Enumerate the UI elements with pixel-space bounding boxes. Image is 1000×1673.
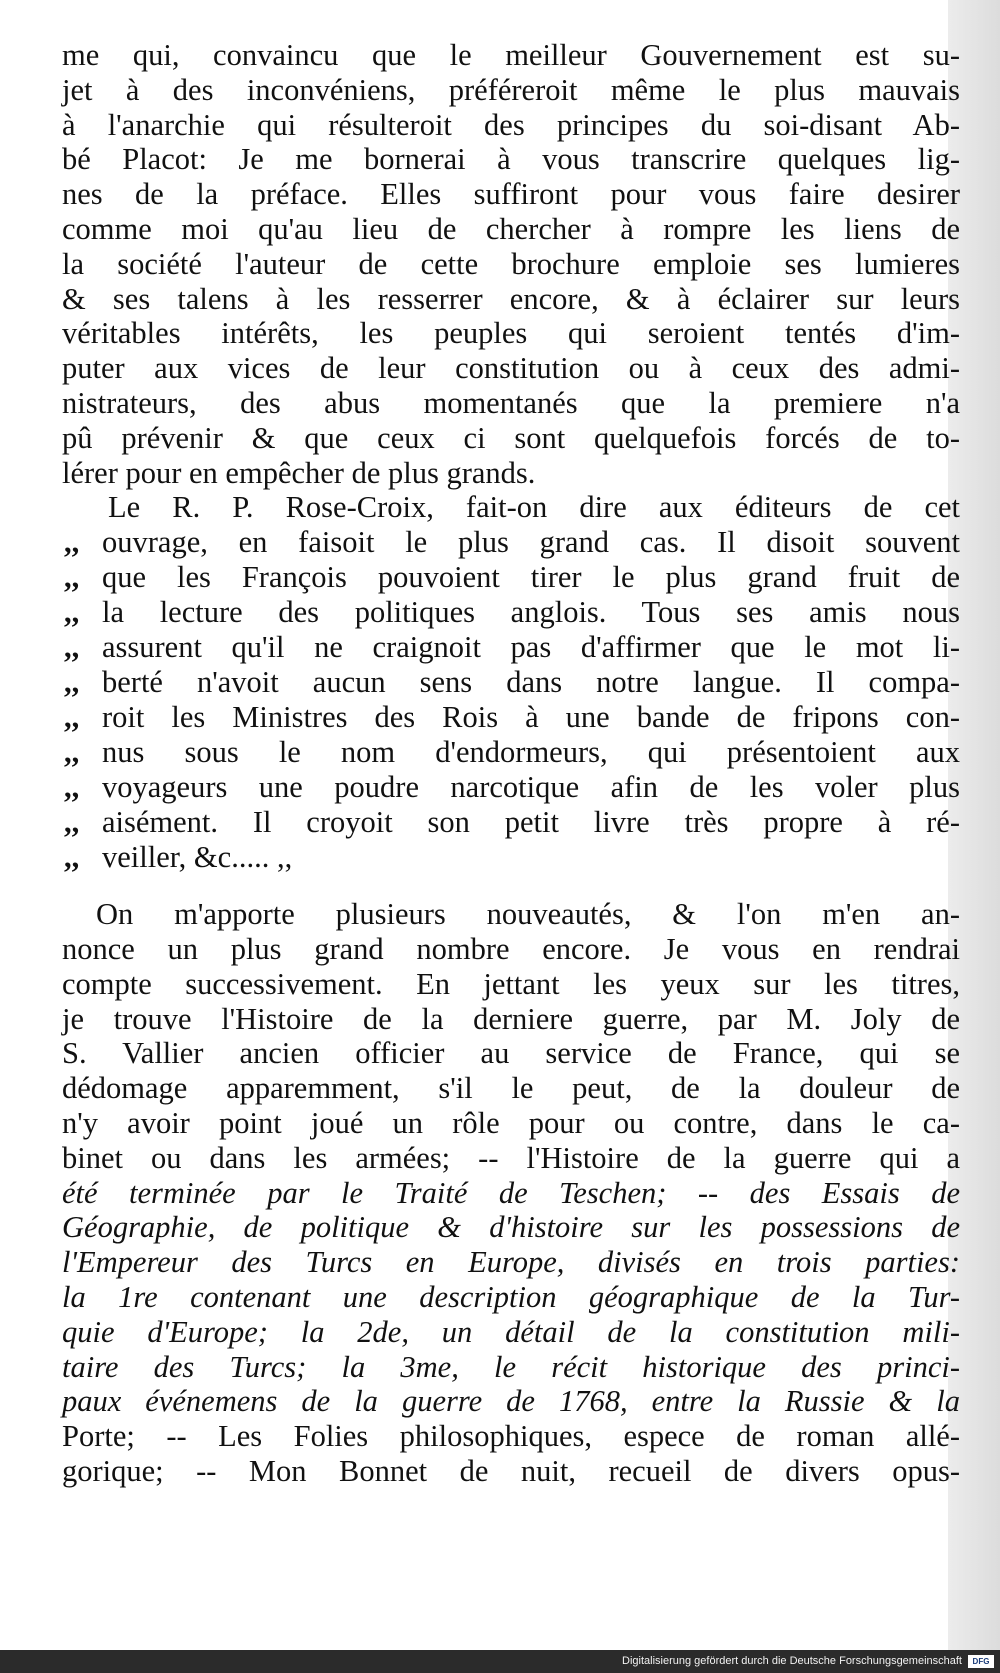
quote-mark: ,, [64, 770, 80, 805]
quoted-text: roit les Ministres des Rois à une bande de fripons con- [102, 700, 960, 735]
quote-mark: ,, [64, 805, 80, 840]
text-line: nonce un plus grand nombre encore. Je vous en rendrai [62, 931, 960, 966]
quote-mark: ,, [64, 735, 80, 770]
text-line: S. Vallier ancien officier au service de France, qui se [62, 1036, 960, 1071]
quote-mark: ,, [64, 700, 80, 735]
text-line: taire des Turcs; la 3me, le récit historique des princi- [62, 1349, 960, 1384]
text-line: pû prévenir & que ceux ci sont quelquefois forcés de to- [62, 420, 960, 455]
text-line: lérer pour en empêcher de plus grands. [62, 455, 536, 490]
quoted-line [62, 840, 960, 875]
text-line: Géographie, de politique & d'histoire sur les possessions de [62, 1210, 960, 1245]
quoted-text: ouvrage, en faisoit le plus grand cas. Il disoit souvent [102, 525, 960, 560]
quoted-text: la lecture des politiques anglois. Tous ses amis nous [102, 595, 960, 630]
text-line: Le R. P. Rose-Croix, fait-on dire aux éditeurs de cet [108, 490, 960, 525]
text-line: nistrateurs, des abus momentanés que la premiere n'a [62, 385, 960, 420]
text-line: paux événemens de la guerre de 1768, entre la Russie & la [62, 1384, 960, 1419]
text-line: à l'anarchie qui résulteroit des principes du soi-disant Ab- [62, 107, 960, 142]
text-line: je trouve l'Histoire de la derniere guerre, par M. Joly de [62, 1001, 960, 1036]
paragraph-1 [62, 38, 960, 490]
text-line: bé Placot: Je me bornerai à vous transcrire quelques lig- [62, 142, 960, 177]
quoted-line [62, 770, 960, 805]
quote-mark: ,, [64, 840, 80, 875]
quoted-text: voyageurs une poudre narcotique afin de les voler plus [102, 770, 960, 805]
text-line: quie d'Europe; la 2de, un détail de la constitution mili- [62, 1314, 960, 1349]
quote-mark: ,, [64, 560, 80, 595]
quoted-line [62, 805, 960, 840]
quoted-line [62, 560, 960, 595]
text-line: On m'apporte plusieurs nouveautés, & l'on m'en an- [96, 897, 960, 932]
text-line: binet ou dans les armées; -- l'Histoire de la guerre qui a [62, 1140, 960, 1175]
text-line: compte successivement. En jettant les yeux sur les titres, [62, 966, 960, 1001]
dfg-logo-icon: DFG [968, 1655, 994, 1668]
text-line: me qui, convaincu que le meilleur Gouvernement est su- [62, 38, 960, 72]
text-line: l'Empereur des Turcs en Europe, divisés en trois parties: [62, 1245, 960, 1280]
quoted-text: assurent qu'il ne craignoit pas d'affirmer que le mot li- [102, 630, 960, 665]
quoted-text: que les François pouvoient tirer le plus grand fruit de [102, 560, 960, 595]
text-line: comme moi qu'au lieu de chercher à rompre les liens de [62, 211, 960, 246]
text-line: puter aux vices de leur constitution ou à ceux des admi- [62, 351, 960, 386]
quoted-line [62, 525, 960, 560]
quoted-line [62, 595, 960, 630]
text-line: dédomage apparemment, s'il le peut, de la douleur de [62, 1071, 960, 1106]
text-line: été terminée par le Traité de Teschen; -- des Essais de [62, 1175, 960, 1210]
text-line: jet à des inconvéniens, préféreroit même le plus mauvais [62, 72, 960, 107]
quoted-line [62, 735, 960, 770]
text-line: & ses talens à les resserrer encore, & à éclairer sur leurs [62, 281, 960, 316]
quote-mark: ,, [64, 630, 80, 665]
text-line: gorique; -- Mon Bonnet de nuit, recueil de divers opus- [62, 1453, 960, 1488]
paragraph-3 [62, 897, 960, 1489]
text-line: la 1re contenant une description géographique de la Tur- [62, 1279, 960, 1314]
quote-mark: ,, [64, 595, 80, 630]
quoted-line [62, 700, 960, 735]
footer-credit: Digitalisierung gefördert durch die Deutsche Forschungsgemeinschaft [622, 1655, 962, 1667]
quoted-text: berté n'avoit aucun sens dans notre langue. Il compa- [102, 665, 960, 700]
quoted-line [62, 665, 960, 700]
quoted-passage [62, 490, 960, 525]
text-line: nes de la préface. Elles suffiront pour vous faire desirer [62, 177, 960, 212]
quoted-text: aisément. Il croyoit son petit livre très propre à ré- [102, 805, 960, 840]
paragraph-gap [62, 875, 960, 897]
quote-mark: ,, [64, 525, 80, 560]
quoted-text: nus sous le nom d'endormeurs, qui présentoient aux [102, 735, 960, 770]
text-line: véritables intérêts, les peuples qui seroient tentés d'im- [62, 316, 960, 351]
digitization-footer [0, 1650, 1000, 1673]
text-line: la société l'auteur de cette brochure emploie ses lumieres [62, 246, 960, 281]
quoted-passage-continued [62, 525, 960, 875]
text-line: n'y avoir point joué un rôle pour ou contre, dans le ca- [62, 1105, 960, 1140]
quoted-line [62, 630, 960, 665]
quote-mark: ,, [64, 665, 80, 700]
page-body [62, 38, 960, 1489]
text-line: Porte; -- Les Folies philosophiques, espece de roman allé- [62, 1419, 960, 1454]
quoted-text: veiller, &c..... ,, [102, 840, 293, 875]
